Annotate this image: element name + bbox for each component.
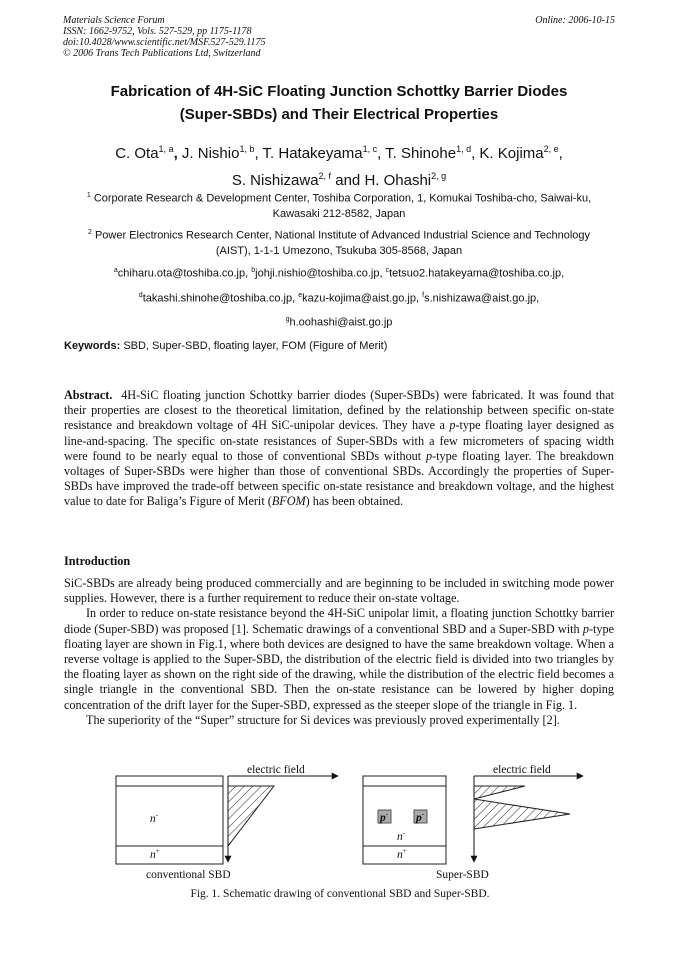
author-sup: 1, b [239, 144, 255, 154]
intro-text: In order to reduce on-state resistance beyond the 4H-SiC unipolar limit, a floating junction Schottky barrier diode (Super-SBD) was proposed [1]. Schematic drawings of a conventional SBD and a Super-SBD with [64, 606, 614, 636]
email-line-1: $^a$chiharu.ota@toshiba.co.jp, $^b$johji.nishio@toshiba.co.jp, $^c$tetsuo2.hatakeyama@toshiba.co.jp, [113, 267, 565, 280]
email-link[interactable]: tetsuo2.hatakeyama@toshiba.co.jp [389, 267, 562, 280]
electric-field-triangle-lower [474, 799, 570, 829]
email-link[interactable]: kazu-kojima@aist.go.jp [302, 292, 416, 305]
email-letter: f [422, 291, 425, 299]
minus-sup: - [155, 811, 159, 819]
email-letter: e [298, 291, 303, 299]
keywords-text: SBD, Super-SBD, floating layer, FOM (Figure of Merit) [123, 340, 388, 352]
plus-sup: + [402, 847, 407, 855]
figure-caption: Fig. 1. Schematic drawing of conventional SBD and Super-SBD. [190, 888, 490, 900]
p-letter: p [380, 811, 386, 824]
email-letter: b [251, 267, 256, 274]
n-letter: n [150, 812, 156, 825]
n-plus-label [150, 847, 160, 861]
keywords [64, 339, 624, 354]
electric-field-triangle [228, 786, 274, 846]
author-name: J. Nishio [181, 145, 240, 162]
intro-body [64, 576, 614, 728]
email-link[interactable]: s.nishizawa@aist.go.jp [424, 292, 537, 305]
electric-field-label: electric field [247, 764, 305, 776]
abstract-label: Abstract. [64, 388, 113, 402]
author-sup: 2, e [543, 144, 559, 154]
issn-line: ISSN: 1662-9752, Vols. 527-529, pp 1175-1178 [63, 26, 252, 37]
abstract [64, 388, 614, 510]
email-letter: c [385, 267, 390, 274]
n-minus-label [397, 829, 405, 843]
affiliation-num: 2 [87, 229, 92, 236]
p-minus-label [380, 810, 388, 824]
figure-drawing [60, 758, 620, 883]
intro-para-3: The superiority of the “Super” structure for Si devices was previously proved experimentally [2]. [86, 712, 560, 727]
intro-italic: p [582, 621, 589, 636]
abstract-italic: p [449, 418, 456, 433]
abstract-text: ) has been obtained. [305, 494, 404, 509]
super-sbd-label: Super-SBD [436, 869, 489, 881]
n-letter: n [397, 848, 403, 861]
affiliation-text: Corporate Research & Development Center, Toshiba Corporation, 1, Komukai Toshiba-cho, Saiwai-ku, Kawasaki 212-8582, Japan [93, 192, 592, 220]
paper-title [40, 80, 638, 126]
electric-field-triangle-upper [474, 786, 525, 799]
p-letter: p [416, 811, 422, 824]
plus-sup: + [155, 847, 160, 855]
affiliation-text: Power Electronics Research Center, National Institute of Advanced Industrial Science and Technology (AIST), 1-1-1 Umezono, Tsukuba 305-8568, Japan [94, 229, 591, 257]
author-name: T. Hatakeyama [262, 145, 363, 162]
author-name: C. Ota [115, 145, 159, 162]
intro-heading: Introduction [64, 554, 131, 568]
email-link[interactable]: johji.nishio@toshiba.co.jp [255, 267, 380, 280]
keywords-label: Keywords: [64, 340, 121, 352]
n-plus-label [397, 847, 407, 861]
author-sup: 1, c [362, 144, 378, 154]
email-letter: g [285, 316, 290, 324]
email-link[interactable]: chiharu.ota@toshiba.co.jp [117, 267, 246, 280]
abstract-italic: BFOM [271, 494, 306, 509]
affiliation-1 [72, 188, 606, 222]
email-line-3 [72, 309, 606, 334]
title-line-2: (Super-SBDs) and Their Electrical Properties [179, 106, 499, 123]
intro-text: -type floating layer are shown in Fig.1, where both devices are designed to have the same breakdown voltage. When a reverse voltage is applied to the Super-SBD, the distribution of the electric field is divided into two triangles by the floating layer as shown on the right side of the drawing, while the distribution of the electric field becomes a single triangle in the conventional SBD. Then the on-state resistance can be lowered by higher doping concentration of the drift layer for the Super-SBD, expressed as the steeper slope of the triangle in Fig. 1. [64, 621, 614, 712]
minus-sup: - [402, 829, 406, 837]
conventional-sbd-label: conventional SBD [146, 869, 231, 881]
author-sup: 1, d [456, 144, 472, 154]
email-link[interactable]: h.oohashi@aist.go.jp [289, 316, 393, 329]
abstract-text: -type floating layer. The breakdown voltages of Super-SBDs were higher than those of conventional SBDs. Accordingly the properties of Super-SBDs have improved the trade-off between specific on-state resistance and breakdown voltage, and the highest value to date for Baliga’s Figure of Merit ( [64, 448, 614, 509]
author-name: H. Ohashi [364, 172, 432, 189]
author-sup: 2, f [318, 171, 332, 181]
author-name: K. Kojima [479, 145, 544, 162]
author-sup: 2, g [431, 171, 447, 181]
intro-para-2 [64, 606, 614, 712]
n-letter: n [150, 848, 156, 861]
n-letter: n [397, 830, 403, 843]
email-block [72, 260, 606, 334]
abstract-text: -type floating layer designed as line-and-spacing. The specific on-state resistances of Super-SBDs with a few micrometers of spacing width were found to be nearly equal to those of conventional SBDs without [64, 418, 614, 463]
p-minus-label [416, 810, 424, 824]
email-line-2: $^d$takashi.shinohe@toshiba.co.jp, $^e$kazu-kojima@aist.go.jp, $^f$s.nishizawa@aist.go.jp, [138, 291, 540, 305]
affiliation-2 [72, 225, 606, 259]
doi-line: doi:10.4028/www.scientific.net/MSF.527-529.1175 [63, 37, 266, 48]
copyright-line: © 2006 Trans Tech Publications Ltd, Switzerland [63, 48, 261, 59]
minus-sup: - [385, 810, 389, 818]
abstract-text: 4H-SiC floating junction Schottky barrier diodes (Super-SBDs) were fabricated. It was found that their properties are closest to the theoretical limitation, defined by the relationship between specific on-state resistance and breakdown voltage of 4H SiC-unipolar devices. They have a [64, 388, 615, 433]
email-letter: a [113, 267, 118, 274]
n-minus-label [150, 811, 158, 825]
author-name: T. Shinohe [385, 145, 457, 162]
figure-1 [60, 758, 620, 908]
email-link[interactable]: takashi.shinohe@toshiba.co.jp [142, 292, 293, 305]
journal-name: Materials Science Forum [63, 15, 165, 26]
minus-sup: - [421, 810, 425, 818]
electric-field-label: electric field [493, 764, 551, 776]
author-line-1: C. Ota$^{1, a}$, J. Nishio$^{1, b}$, T. Hatakeyama$^{1, c}$, T. Shinohe$^{1, d}$, K. Kojima$^{2, e}$, [115, 144, 563, 162]
title-line-1: Fabrication of 4H-SiC Floating Junction Schottky Barrier Diodes [110, 83, 568, 100]
super-sbd-drawing [363, 776, 583, 864]
abstract-italic: p [425, 448, 433, 463]
affiliation-num: 1 [86, 192, 91, 199]
journal-header [63, 15, 266, 59]
email-letter: d [138, 291, 143, 299]
author-line-2: S. Nishizawa$^{2, f}$ and H. Ohashi$^{2, g}$ [231, 171, 447, 189]
author-name: S. Nishizawa [231, 172, 319, 189]
online-date: Online: 2006-10-15 [535, 15, 615, 26]
author-list [40, 138, 638, 192]
conventional-device-box [116, 776, 223, 864]
intro-para-1: SiC-SBDs are already being produced commercially and are beginning to be included in switching mode power supplies. However, there is a further requirement to reduce their on-state voltage. [64, 576, 614, 606]
author-sup: 1, a [158, 144, 174, 154]
